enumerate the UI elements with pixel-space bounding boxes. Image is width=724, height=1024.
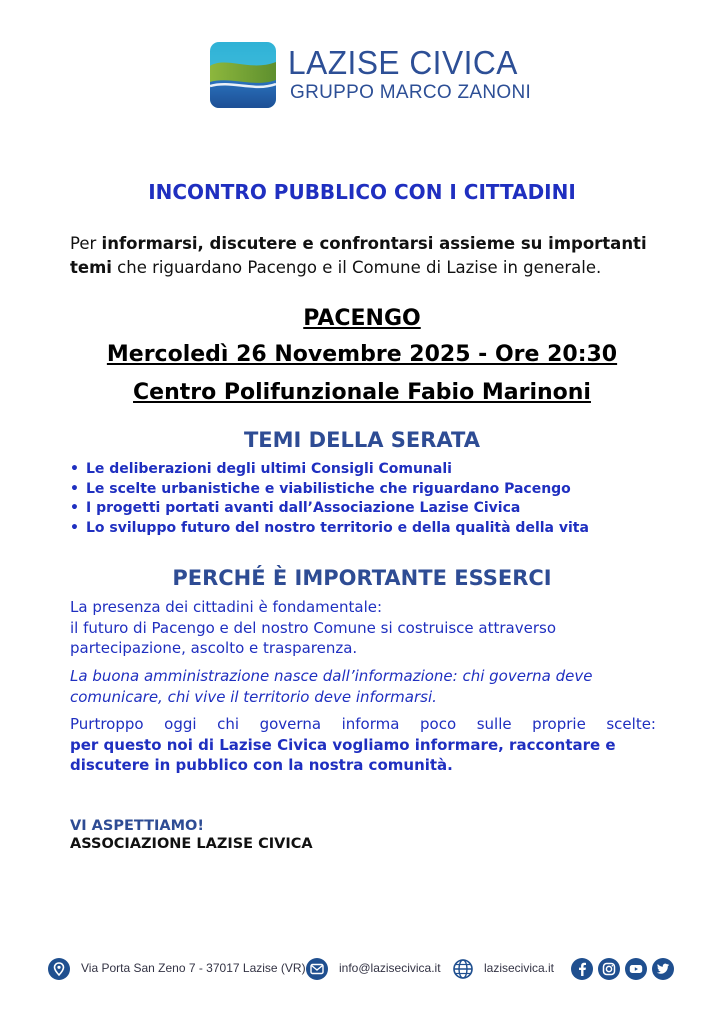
- brand-name: LAZISE CIVICA: [288, 44, 518, 81]
- why-p1-line2: il futuro di Pacengo e del nostro Comune si costruisce attraverso partecipazione, ascolto e trasparenza.: [70, 618, 556, 657]
- event-venue: Centro Polifunzionale Fabio Marinoni: [133, 380, 591, 405]
- why-p1-line1: La presenza dei cittadini è fondamentale:: [70, 598, 383, 616]
- theme-text: Le scelte urbanistiche e viabilistiche che riguardano Pacengo: [86, 480, 571, 497]
- list-item: [70, 480, 589, 500]
- bullet-icon: •: [70, 461, 79, 477]
- themes-heading: TEMI DELLA SERATA: [243, 428, 480, 452]
- logo-graphic: [210, 42, 276, 108]
- why-paragraph-1: [70, 597, 660, 659]
- instagram-icon[interactable]: [598, 958, 620, 980]
- facebook-icon[interactable]: [571, 958, 593, 980]
- footer-address: Via Porta San Zeno 7 - 37017 Lazise (VR): [81, 961, 306, 975]
- footer-website[interactable]: lazisecivica.it: [484, 961, 555, 975]
- list-item: [70, 519, 589, 539]
- why-paragraph-2: La buona amministrazione nasce dall’informazione: chi governa deve comunicare, chi vive il territorio deve informarsi.: [70, 667, 593, 706]
- globe-icon: [452, 958, 474, 980]
- twitter-icon[interactable]: [652, 958, 674, 980]
- theme-text: Le deliberazioni degli ultimi Consigli Comunali: [86, 461, 452, 477]
- event-place: PACENGO: [303, 306, 421, 331]
- bullet-icon: •: [70, 500, 79, 516]
- themes-list: [70, 460, 589, 538]
- list-item: [70, 499, 589, 519]
- why-paragraph-3: [70, 714, 660, 776]
- intro-rest: che riguardano Pacengo e il Comune di Lazise in generale.: [111, 258, 602, 277]
- bullet-icon: •: [70, 519, 79, 536]
- why-p3-line1: Purtroppo oggi chi governa informa poco sulle proprie scelte:: [70, 715, 656, 733]
- intro-paragraph: [70, 232, 670, 280]
- list-item: [70, 460, 589, 480]
- logo: [210, 42, 276, 108]
- brand-subtitle: GRUPPO MARCO ZANONI: [290, 82, 532, 103]
- location-pin-icon: [48, 958, 70, 980]
- event-date: Mercoledì 26 Novembre 2025 - Ore 20:30: [106, 342, 618, 367]
- mail-icon: [306, 958, 328, 980]
- theme-text: I progetti portati avanti dall’Associazione Lazise Civica: [86, 500, 521, 516]
- intro-lead: Per: [70, 234, 102, 253]
- bullet-icon: •: [70, 480, 79, 497]
- youtube-icon[interactable]: [625, 958, 647, 980]
- why-heading: PERCHÉ È IMPORTANTE ESSERCI: [172, 566, 552, 590]
- closing-call: VI ASPETTIAMO!: [70, 818, 204, 834]
- theme-text: Lo sviluppo futuro del nostro territorio e della qualità della vita: [86, 519, 589, 536]
- footer-email[interactable]: info@lazisecivica.it: [339, 961, 441, 975]
- intro-bold: informarsi, discutere e confrontarsi assieme su importanti temi: [70, 234, 647, 277]
- why-p3-bold: per questo noi di Lazise Civica vogliamo informare, raccontare e discutere in pubblico con la nostra comunità.: [70, 735, 616, 774]
- page-title: INCONTRO PUBBLICO CON I CITTADINI: [148, 180, 576, 204]
- closing-signature: ASSOCIAZIONE LAZISE CIVICA: [70, 836, 313, 852]
